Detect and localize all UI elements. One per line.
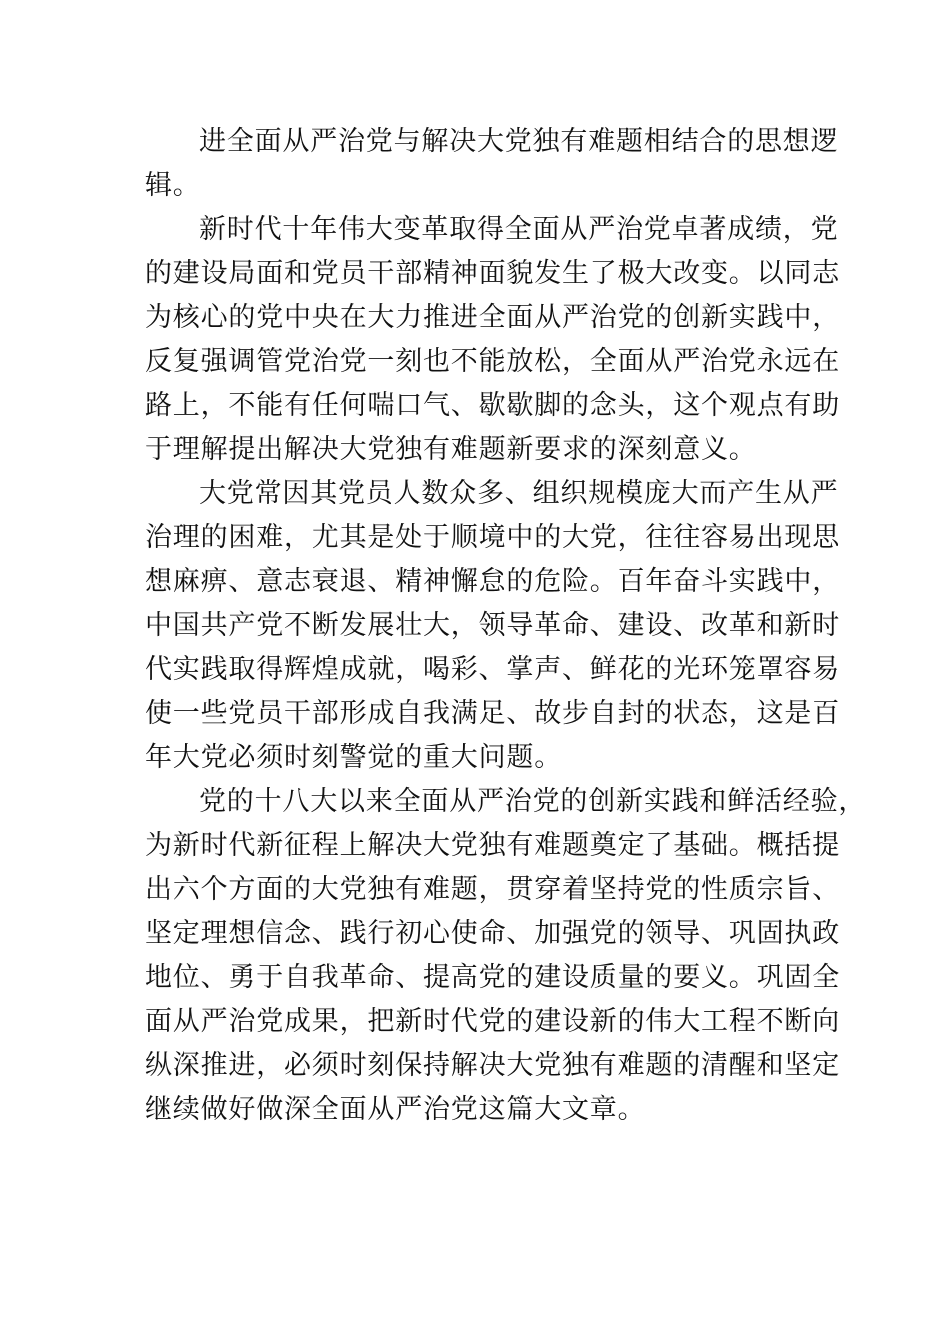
paragraph-3: [145, 472, 840, 780]
paragraph-1: [145, 120, 839, 208]
paragraph-line: 坚定理想信念、践行初心使命、加强党的领导、巩固执政: [145, 918, 840, 949]
paragraph-line: 党的十八大以来全面从严治党的创新实践和鲜活经验，: [199, 786, 867, 817]
paragraph-line: 为新时代新征程上解决大党独有难题奠定了基础。概括提: [145, 830, 840, 861]
paragraph-line: 于理解提出解决大党独有难题新要求的深刻意义。: [145, 434, 757, 465]
paragraph-line: 为核心的党中央在大力推进全面从严治党的创新实践中，: [145, 302, 840, 333]
paragraph-line: 出六个方面的大党独有难题，贯穿着坚持党的性质宗旨、: [145, 874, 840, 905]
paragraph-line: 治理的困难，尤其是处于顺境中的大党，往往容易出现思: [145, 522, 840, 553]
paragraph-line: 路上，不能有任何喘口气、歇歇脚的念头，这个观点有助: [145, 390, 840, 421]
paragraph-line: 大党常因其党员人数众多、组织规模庞大而产生从严: [199, 478, 839, 509]
paragraph-line: 面从严治党成果，把新时代党的建设新的伟大工程不断向: [145, 1006, 840, 1037]
paragraph-line: 代实践取得辉煌成就，喝彩、掌声、鲜花的光环笼罩容易: [145, 654, 840, 685]
paragraph-line: 的建设局面和党员干部精神面貌发生了极大改变。以同志: [145, 258, 840, 289]
paragraph-2: [145, 208, 840, 472]
paragraph-line: 进全面从严治党与解决大党独有难题相结合的思想逻: [199, 126, 839, 157]
paragraph-line: 中国共产党不断发展壮大，领导革命、建设、改革和新时: [145, 610, 840, 641]
paragraph-line: 新时代十年伟大变革取得全面从严治党卓著成绩，党: [199, 214, 839, 245]
paragraph-line: 使一些党员干部形成自我满足、故步自封的状态，这是百: [145, 698, 840, 729]
paragraph-line: 年大党必须时刻警觉的重大问题。: [145, 742, 562, 773]
paragraph-4: [145, 780, 867, 1132]
paragraph-line: 继续做好做深全面从严治党这篇大文章。: [145, 1094, 646, 1125]
paragraph-line: 地位、勇于自我革命、提高党的建设质量的要义。巩固全: [145, 962, 840, 993]
paragraph-line: 想麻痹、意志衰退、精神懈怠的危险。百年奋斗实践中，: [145, 566, 840, 597]
paragraph-line: 辑。: [145, 170, 201, 201]
paragraph-line: 纵深推进，必须时刻保持解决大党独有难题的清醒和坚定: [145, 1050, 840, 1081]
document-body: [145, 120, 867, 1132]
paragraph-line: 反复强调管党治党一刻也不能放松，全面从严治党永远在: [145, 346, 840, 377]
